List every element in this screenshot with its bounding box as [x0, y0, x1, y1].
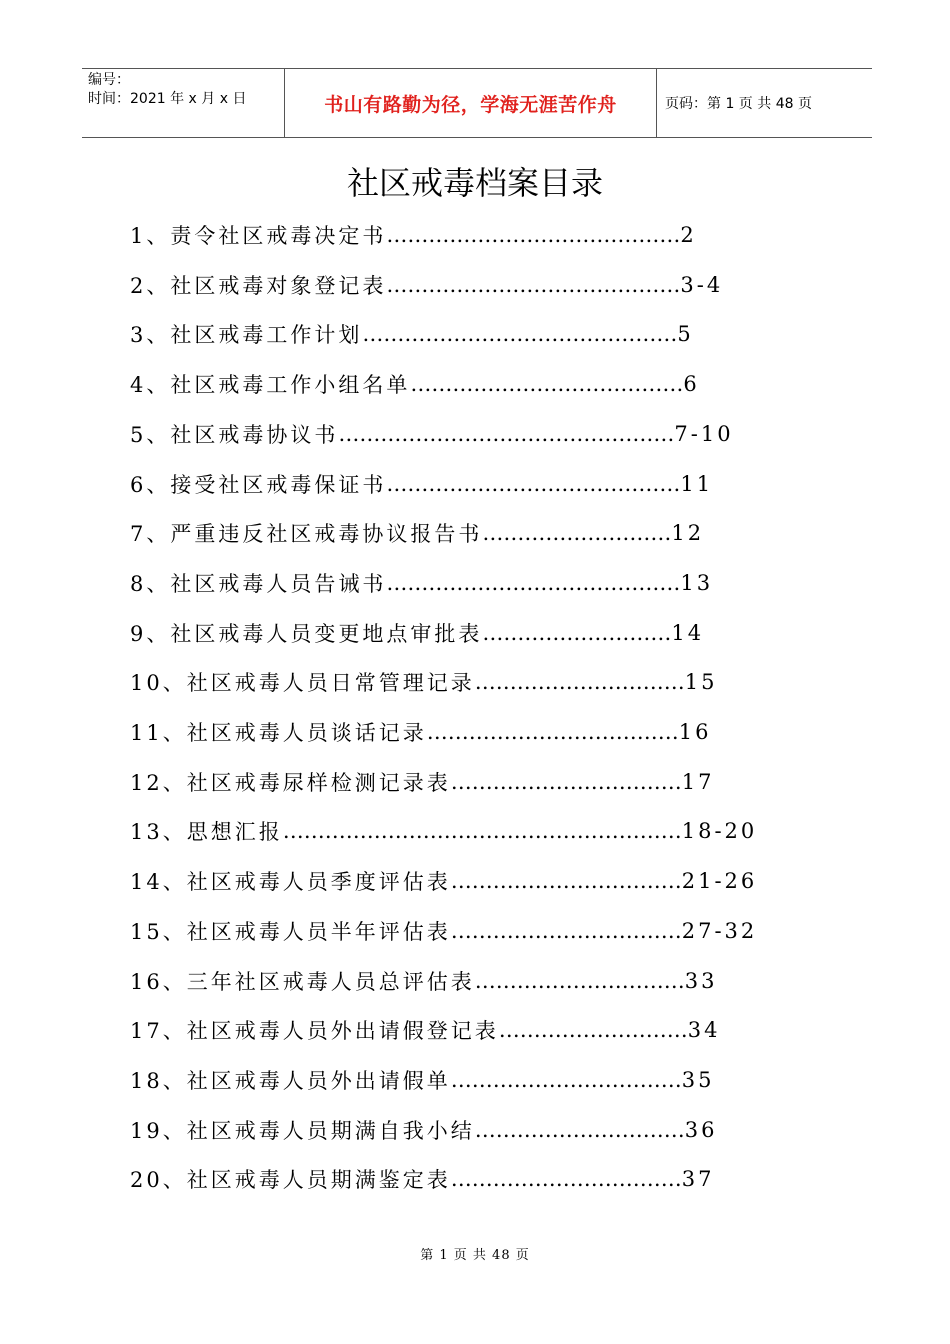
toc-entry-leader: …………………………… — [450, 769, 682, 794]
toc-entry-number: 2、 — [130, 273, 171, 298]
toc-entry-number: 9、 — [130, 621, 171, 646]
toc-entry-page: 14 — [671, 620, 705, 645]
toc-entry — [130, 210, 697, 260]
toc-entry-page: 18-20 — [681, 819, 758, 844]
toc-entry-title: 社区戒毒工作计划 — [170, 323, 363, 348]
toc-entry-leader: ………………………… — [474, 968, 685, 993]
toc-entry-title: 社区戒毒人员半年评估表 — [186, 919, 451, 944]
toc-entry-leader: …………………………… — [450, 869, 682, 894]
toc-entry-number: 4、 — [130, 373, 171, 398]
toc-entry-title: 社区戒毒人员期满自我小结 — [186, 1118, 475, 1143]
toc-entry — [130, 459, 713, 509]
header-page-cell — [657, 69, 872, 137]
toc-entry-number: 14、 — [130, 870, 187, 895]
toc-entry-leader: ………………………………………………… — [282, 819, 682, 844]
toc-entry-number: 1、 — [130, 224, 171, 248]
toc-entry-page: 3-4 — [680, 272, 724, 297]
toc-entry-number: 7、 — [130, 522, 171, 547]
toc-entry-leader: …………………………… — [450, 918, 682, 943]
toc-entry-title: 社区戒毒人员谈话记录 — [186, 721, 427, 745]
toc-entry-page: 5 — [677, 322, 694, 347]
toc-entry-page: 36 — [684, 1117, 718, 1142]
toc-entry-title: 社区戒毒人员外出请假单 — [186, 1068, 451, 1093]
toc-entry — [130, 409, 734, 459]
toc-entry-number: 10、 — [130, 671, 187, 696]
header-page-info: 页码：第 1 页 共 48 页 — [665, 96, 812, 112]
toc-entry-title: 社区戒毒工作小组名单 — [170, 373, 411, 398]
toc-entry-leader: …………………………… — [450, 1067, 682, 1092]
toc-entry-page: 16 — [678, 720, 712, 744]
toc-entry-page: 34 — [687, 1018, 721, 1043]
toc-entry-number: 18、 — [130, 1068, 187, 1093]
toc-entry-leader: …………………………………… — [386, 223, 681, 247]
toc-entry-leader: ………………………… — [474, 1117, 685, 1142]
toc-entry-number: 6、 — [130, 472, 171, 497]
toc-entry-page: 15 — [684, 670, 718, 695]
toc-entry — [130, 1005, 720, 1055]
toc-entry — [130, 1055, 714, 1105]
toc-entry-title: 接受社区戒毒保证书 — [170, 472, 387, 497]
toc-entry-number: 3、 — [130, 323, 171, 348]
toc-entry — [130, 707, 711, 757]
toc-entry-number: 12、 — [130, 770, 187, 795]
toc-entry-number: 16、 — [130, 969, 187, 994]
toc-entry-leader: ……………………………………… — [362, 322, 678, 347]
toc-entry-number: 19、 — [130, 1118, 187, 1143]
document-title: 社区戒毒档案目录 — [346, 164, 603, 202]
toc-entry — [130, 359, 700, 409]
toc-entry-page: 2 — [680, 223, 697, 247]
toc-entry-title: 社区戒毒人员变更地点审批表 — [170, 621, 483, 646]
toc-entry-page: 33 — [684, 968, 718, 993]
toc-entry-number: 8、 — [130, 571, 171, 596]
header-motto: 书山有路勤为径，学海无涯苦作舟 — [324, 93, 617, 116]
toc-entry-page: 7-10 — [674, 421, 734, 446]
toc-entry-page: 12 — [671, 521, 705, 546]
toc-entry — [130, 508, 704, 558]
toc-entry — [130, 608, 704, 658]
toc-entry-title: 责令社区戒毒决定书 — [170, 224, 387, 248]
toc-entry-leader: ………………………… — [474, 670, 685, 695]
serial-label: 编号： — [88, 72, 130, 88]
toc-entry — [130, 260, 723, 310]
toc-entry-title: 社区戒毒人员外出请假登记表 — [186, 1019, 499, 1044]
page-footer: 第 1 页 共 48 页 — [420, 1248, 530, 1263]
toc-entry-page: 11 — [680, 471, 714, 496]
toc-entry — [130, 856, 757, 906]
toc-entry-page: 27-32 — [681, 918, 758, 943]
toc-entry-leader: ……………………………… — [426, 720, 679, 744]
toc-entry — [130, 558, 713, 608]
toc-entry-page: 17 — [681, 769, 715, 794]
toc-entry-leader: ………………………………………… — [338, 421, 675, 446]
toc-entry-title: 社区戒毒人员告诫书 — [170, 571, 387, 596]
toc-entry-leader: ……………………… — [482, 521, 672, 546]
header-left-cell — [82, 69, 284, 137]
toc-entry — [130, 1154, 714, 1204]
toc-entry-number: 13、 — [130, 820, 187, 845]
toc-entry-title: 思想汇报 — [186, 820, 283, 845]
toc-entry-number: 5、 — [130, 422, 171, 447]
toc-entry — [130, 757, 714, 807]
toc-entry — [130, 956, 717, 1006]
toc-entry-number: 15、 — [130, 919, 187, 944]
toc-entry — [130, 906, 757, 956]
toc-entry-leader: ……………………… — [482, 620, 672, 645]
toc-entry-title: 社区戒毒人员季度评估表 — [186, 870, 451, 895]
toc-entry-title: 三年社区戒毒人员总评估表 — [186, 969, 475, 994]
header-table — [82, 68, 872, 138]
toc-entry-leader: …………………………………… — [386, 570, 681, 595]
toc-entry — [130, 657, 717, 707]
toc-entry-leader: ………………………………… — [410, 372, 684, 397]
toc-entry-leader: …………………………………… — [386, 272, 681, 297]
toc-entry — [130, 806, 757, 856]
toc-entry-title: 严重违反社区戒毒协议报告书 — [170, 522, 483, 547]
toc-entry-leader: …………………………… — [450, 1167, 682, 1192]
toc-entry-leader: …………………………………… — [386, 471, 681, 496]
toc-entry-title: 社区戒毒尿样检测记录表 — [186, 770, 451, 795]
toc-entry-page: 6 — [683, 372, 700, 397]
header-motto-cell — [284, 69, 657, 137]
toc-entry-title: 社区戒毒协议书 — [170, 422, 339, 447]
toc-entry-page: 35 — [681, 1067, 715, 1092]
toc-entry — [130, 309, 694, 359]
toc-entry-number: 17、 — [130, 1019, 187, 1044]
toc-entry-leader: ……………………… — [498, 1018, 688, 1043]
toc-entry-number: 20、 — [130, 1168, 187, 1193]
toc-entry-page: 13 — [680, 570, 714, 595]
toc-entry-page: 37 — [681, 1167, 715, 1192]
toc-entry-title: 社区戒毒人员期满鉴定表 — [186, 1168, 451, 1193]
toc-entry-title: 社区戒毒对象登记表 — [170, 273, 387, 298]
toc-entry-title: 社区戒毒人员日常管理记录 — [186, 671, 475, 696]
toc-entry-number: 11、 — [130, 721, 187, 745]
toc-entry — [130, 1105, 717, 1155]
time-label: 时间：2021 年 x 月 x 日 — [88, 91, 247, 107]
toc-entry-page: 21-26 — [681, 869, 758, 894]
